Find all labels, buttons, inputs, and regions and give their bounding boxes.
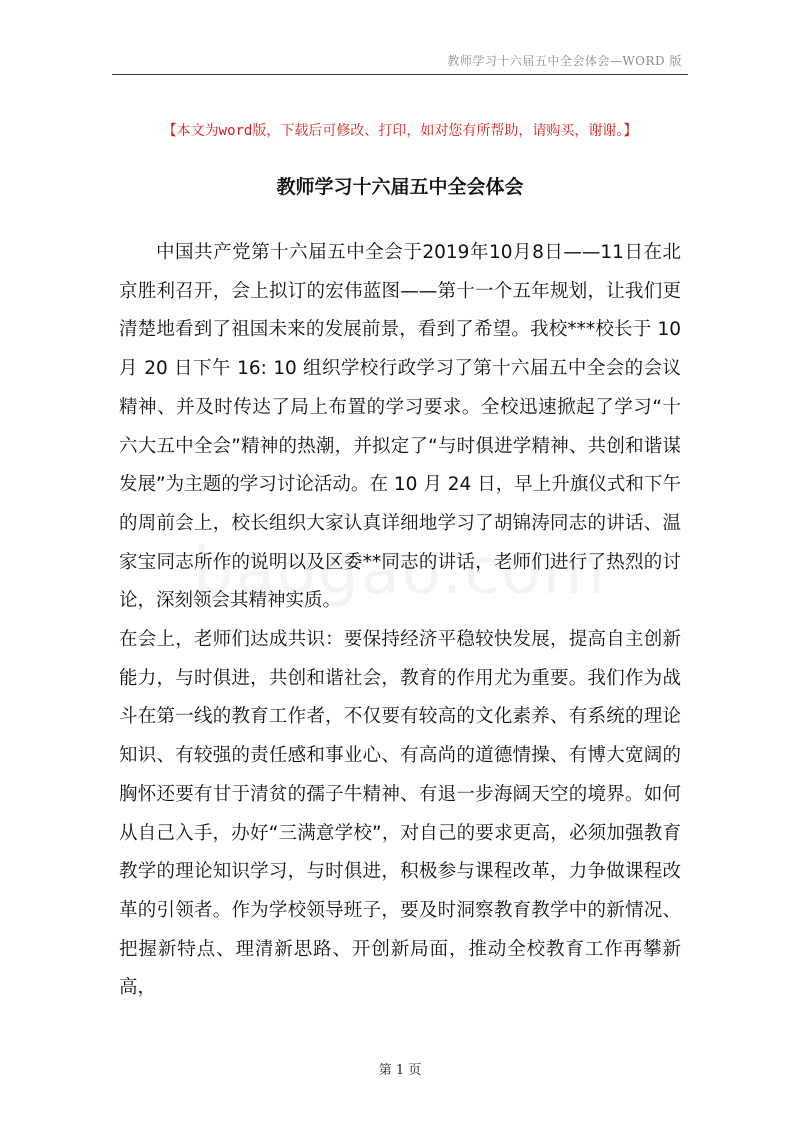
document-body <box>119 234 681 1008</box>
purchase-notice: 【本文为word版，下载后可修改、打印，如对您有所帮助，请购买，谢谢。】 <box>162 123 638 139</box>
paragraph-1: 中国共产党第十六届五中全会于2019年10月8日——11日在北京胜利召开，会上拟订的宏伟蓝图——第十一个五年规划，让我们更清楚地看到了祖国未来的发展前景，看到了希望。我校***校长于 10 月 20 日下午 16: 10 组织学校行政学习了第十六届五中全会的会议精神、并及时传达了局上布置的学习要求。全校迅速掀起了学习“十六大五中全会”精神的热潮，并拟定了“与时俱进学精神、共创和谐谋发展”为主题的学习讨论活动。在 10 月 24 日，早上升旗仪式和下午的周前会上，校长组织大家认真详细地学习了胡锦涛同志的讲话、温家宝同志所作的说明以及区委**同志的讲话，老师们进行了热烈的讨论，深刻领会其精神实质。 <box>119 242 681 612</box>
running-header: 教师学习十六届五中全会体会—WORD 版 <box>447 54 682 68</box>
paragraph-2: 在会上，老师们达成共识：要保持经济平稳较快发展，提高自主创新能力，与时俱进，共创和谐社会，教育的作用尤为重要。我们作为战斗在第一线的教育工作者，不仅要有较高的文化素养、有系统的理论知识、有较强的责任感和事业心、有高尚的道德情操、有博大宽阔的胸怀还要有甘于清贫的孺子牛精神、有退一步海阔天空的境界。如何从自己入手，办好“三满意学校”，对自己的要求更高，必须加强教育教学的理论知识学习，与时俱进，积极参与课程改革，力争做课程改革的引领者。作为学校领导班子，要及时洞察教育教学中的新情况、把握新特点、理清新思路、开创新局面，推动全校教育工作再攀新高， <box>119 629 681 999</box>
page-number: 第 1 页 <box>378 1063 422 1078</box>
header-divider <box>112 74 688 75</box>
document-title: 教师学习十六届五中全会体会 <box>276 176 524 198</box>
